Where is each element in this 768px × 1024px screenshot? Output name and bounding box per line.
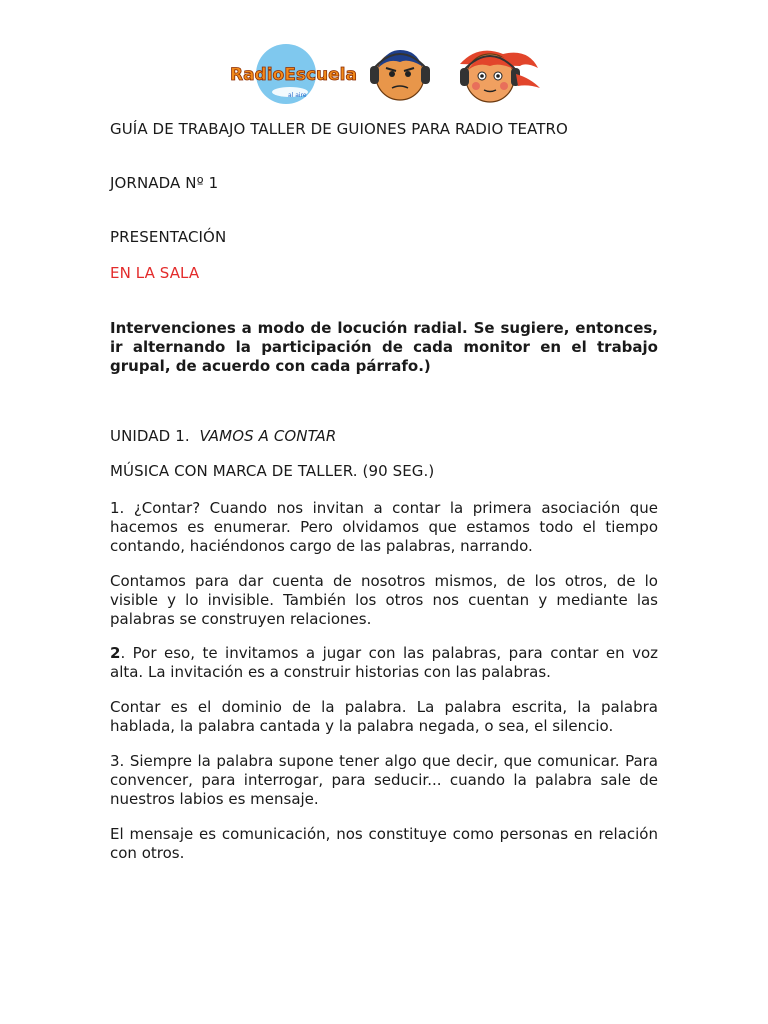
paragraph-1: 1. ¿Contar? Cuando nos invitan a contar la primera asociación que hacemos es enumerar. Pero olvidamos que estamos todo el tiempo contando, haciéndonos cargo de las palabras, narrando. [110, 499, 658, 555]
radio-escuela-logo [228, 44, 548, 108]
unidad-heading [110, 427, 658, 446]
svg-text:al aire: al aire [288, 92, 307, 99]
paragraph-2: Contamos para dar cuenta de nosotros mismos, de los otros, de lo visible y lo invisible. También los otros nos cuentan y mediante las palabras se construyen relaciones. [110, 572, 658, 628]
paragraph-3 [110, 644, 658, 682]
paragraph-6: El mensaje es comunicación, nos constituye como personas en relación con otros. [110, 825, 658, 862]
paragraph-5: 3. Siempre la palabra supone tener algo que decir, que comunicar. Para convencer, para interrogar, para seducir... cuando la palabra sale de nuestros labios es mensaje. [110, 752, 658, 808]
boy-character-icon [370, 50, 430, 100]
document-title: GUÍA DE TRABAJO TALLER DE GUIONES PARA RADIO TEATRO [110, 120, 568, 138]
unidad-prefix: UNIDAD 1. [110, 427, 190, 445]
en-la-sala-heading: EN LA SALA [110, 264, 200, 282]
unidad-title: VAMOS A CONTAR [199, 427, 337, 445]
jornada-heading: JORNADA Nº 1 [110, 174, 219, 192]
svg-text:RadioEscuela: RadioEscuela [230, 65, 357, 85]
paragraph-3-number: 2 [110, 644, 121, 662]
paragraph-3-text: . Por eso, te invitamos a jugar con las palabras, para contar en voz alta. La invitación es a construir historias con las palabras. [110, 644, 658, 681]
musica-heading: MÚSICA CON MARCA DE TALLER. (90 SEG.) [110, 462, 435, 480]
girl-character-icon [460, 51, 540, 102]
intervenciones-paragraph: Intervenciones a modo de locución radial. Se sugiere, entonces, ir alternando la participación de cada monitor en el trabajo grupal, de acuerdo con cada párrafo.) [110, 319, 658, 375]
paragraph-4: Contar es el dominio de la palabra. La palabra escrita, la palabra hablada, la palabra cantada y la palabra negada, o sea, el silencio. [110, 698, 658, 735]
presentacion-heading: PRESENTACIÓN [110, 228, 227, 246]
